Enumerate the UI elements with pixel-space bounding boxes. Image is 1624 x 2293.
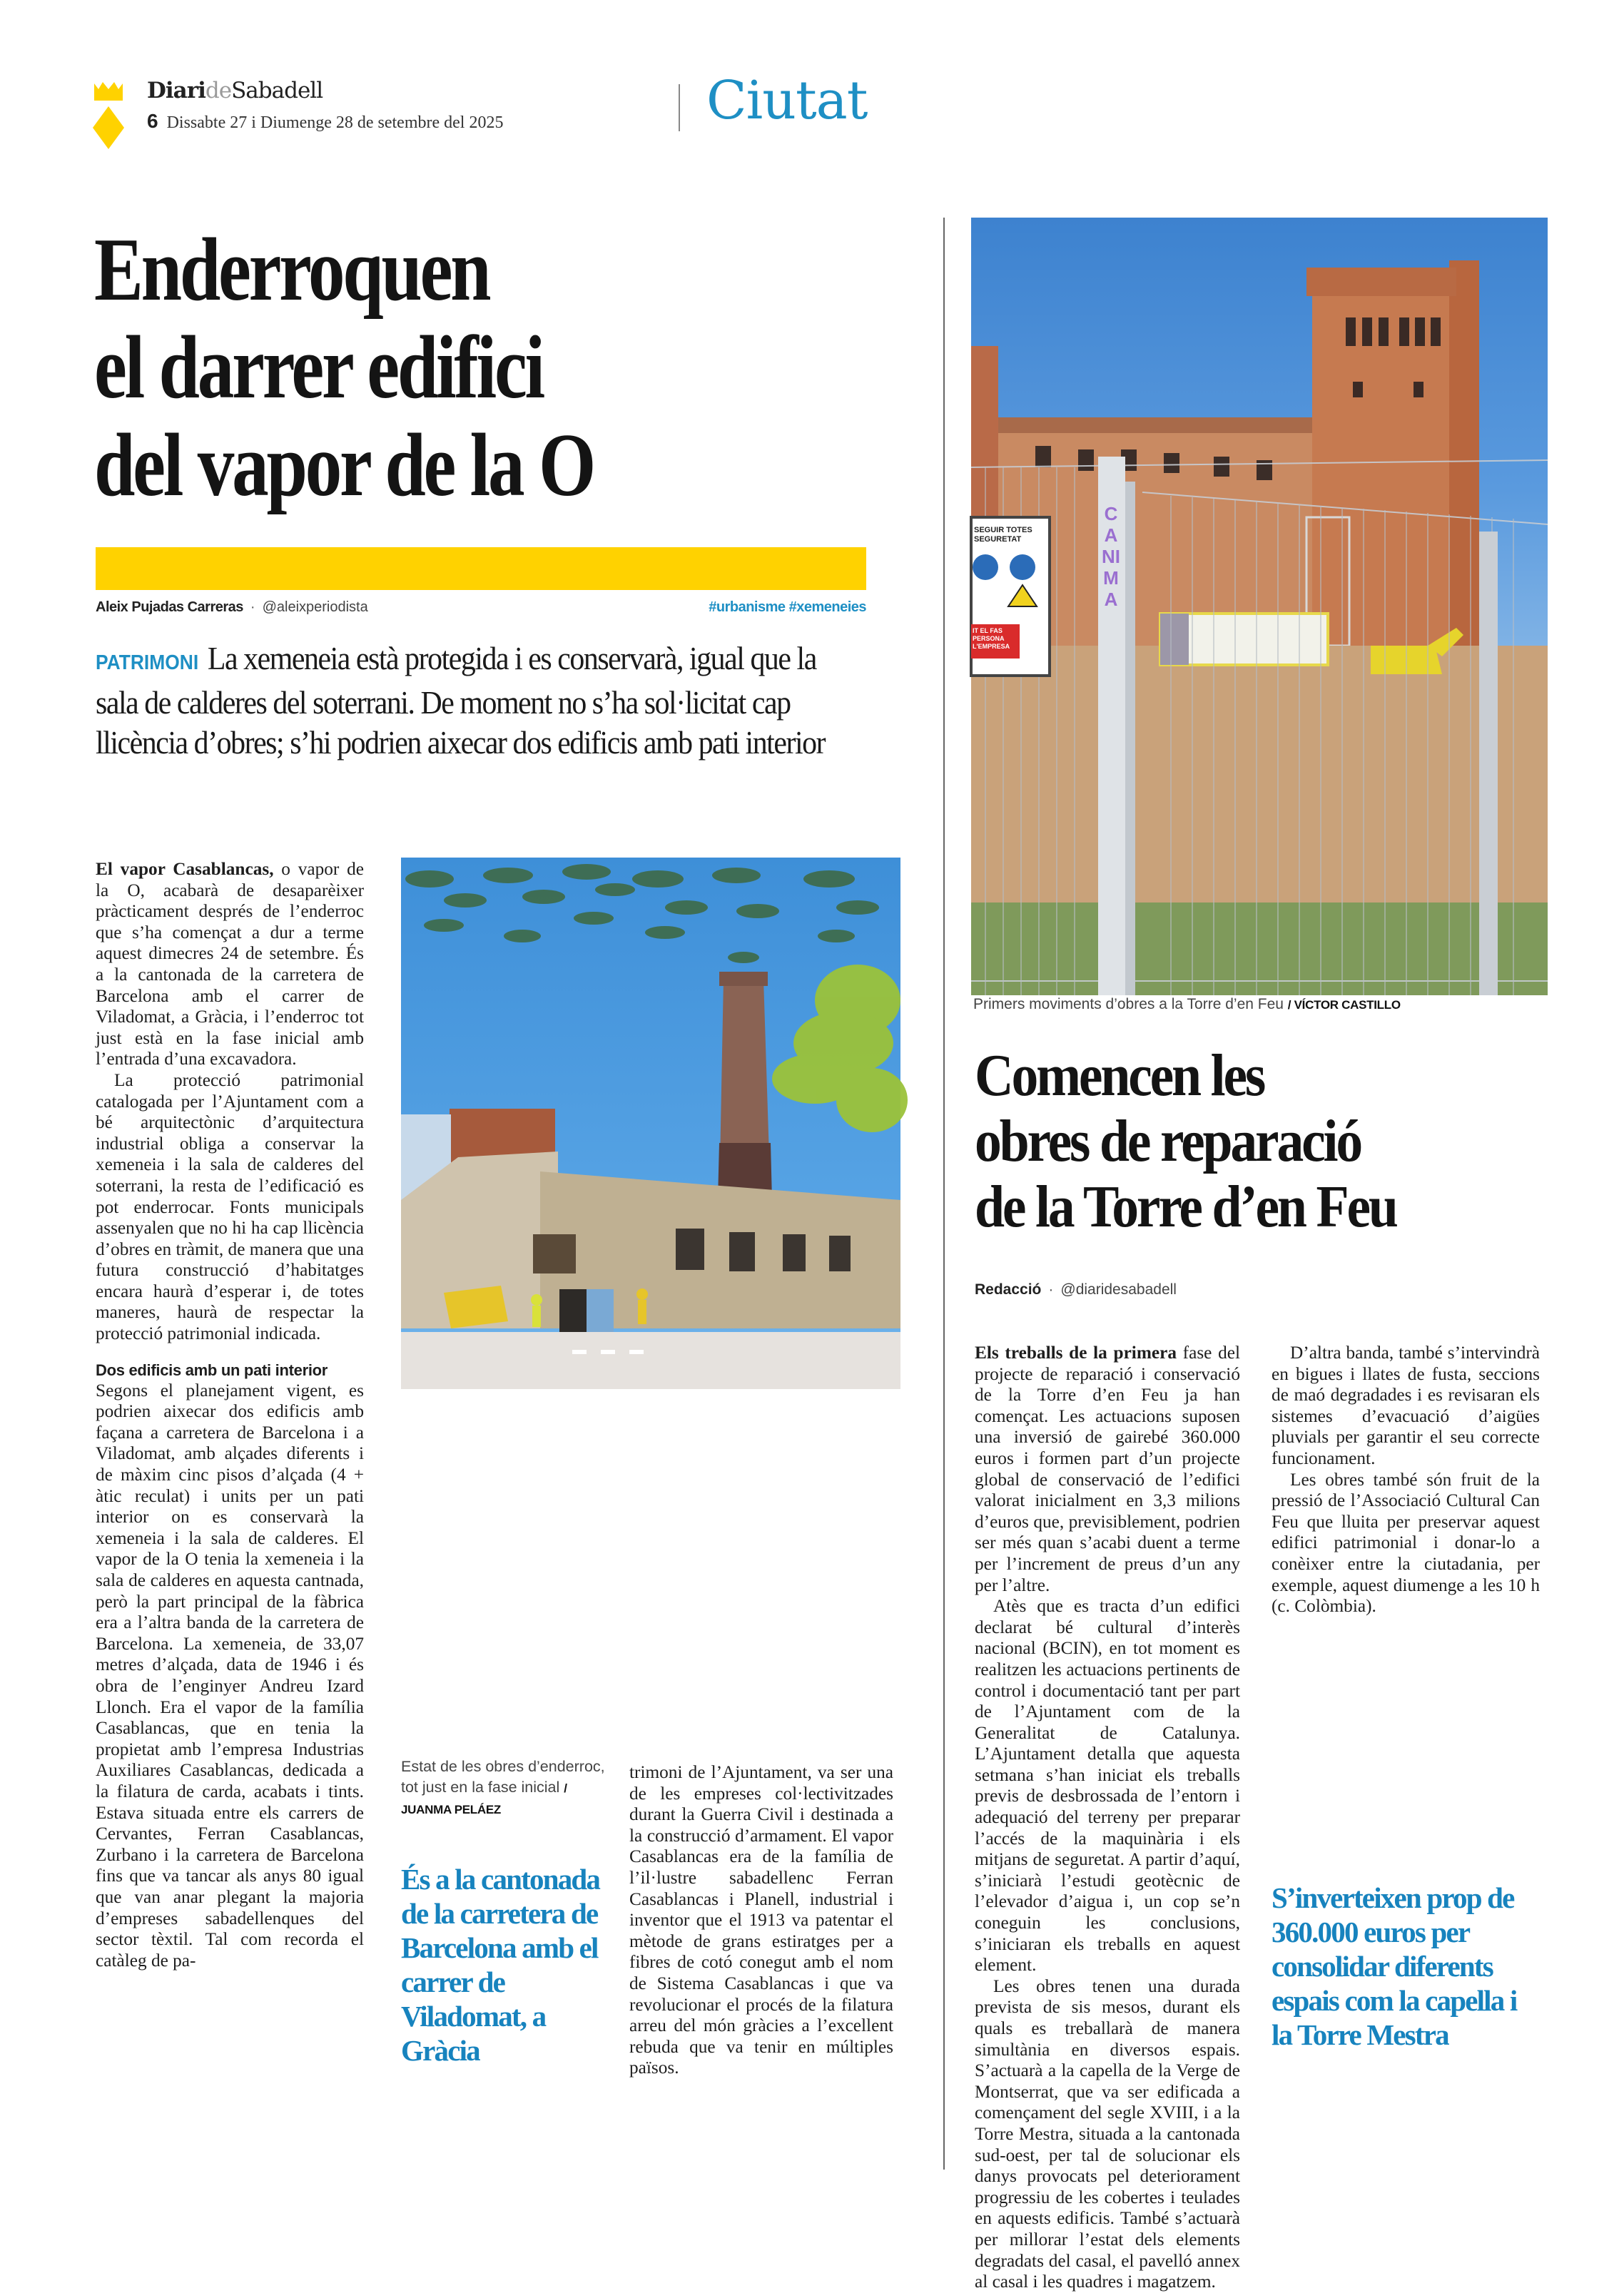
second-headline: [975, 1043, 1463, 1240]
headline-line: Enderroquen: [94, 220, 489, 320]
graffiti-text: CANIMA: [1102, 503, 1120, 610]
logo-regular: Sabadell: [231, 78, 323, 103]
author-handle[interactable]: @diaridesabadell: [1060, 1281, 1177, 1298]
kicker-label: PATRIMONI: [96, 651, 199, 674]
standfirst-text: La xemeneia està protegida i es conservarà, igual que la sala de calderes del soterrani. De moment no s’ha sol·licitat cap llicència d’obres; s’hi podrien aixecar dos edificis amb pati interior: [96, 640, 826, 761]
second-byline: [975, 1281, 1177, 1298]
crown-shape: [94, 82, 123, 101]
body-paragraph: D’altra banda, també s’intervindrà en bigues i llates de fusta, seccions de maó degradades i es revisaran els sistemes d’evacuació d’aigües pluvials per garantir el seu correcte funcionament.: [1272, 1343, 1540, 1468]
logo-bold: Diari: [147, 78, 205, 103]
body-paragraph: trimoni de l’Ajuntament, va ser una de les empreses col·lectivitzades durant la Guerra Civil i destinada a la construcció d’armament. El vapor Casablancas era de la família de l’il·lustre sabadellenc Ferran Casablancas i Planell, industrial i inventor que el 1913 va patentar el mètode de grans estiratges per a fibres de cotó conegut amb el nom de Sistema Casablancas i que va revolucionar el procés de la filatura arreu del món gràcies a l’excellent rebuda que va tenir en múltiples països.: [629, 1762, 893, 2078]
photo-credit: / VÍCTOR CASTILLO: [1287, 998, 1401, 1012]
body-lead-in: Els treballs de la primera: [975, 1343, 1177, 1363]
body-paragraph: [975, 1343, 1240, 1596]
photo-credit: / JUANMA PELÁEZ: [401, 1781, 567, 1816]
body-paragraph: [96, 859, 364, 1070]
second-body-column-2: [1272, 1343, 1540, 1617]
street: [401, 1332, 900, 1389]
excavator: [444, 1286, 508, 1328]
tree-foliage: [772, 965, 908, 1132]
diamond-shape: [93, 106, 124, 149]
column-divider: [943, 218, 945, 2170]
section-title[interactable]: Ciutat: [706, 70, 868, 131]
second-body-column-1: [975, 1343, 1240, 2293]
author-name[interactable]: Redacció: [975, 1281, 1042, 1298]
accent-bar: [96, 547, 866, 590]
issue-date: Dissabte 27 i Diumenge 28 de setembre del 2025: [166, 113, 504, 132]
section-divider: [679, 84, 680, 131]
torre-illustration: [971, 218, 1548, 995]
body-lead-in: El vapor Casablancas,: [96, 859, 274, 879]
body-paragraph: La protecció patrimonial catalogada per l’Ajuntament com a bé arquitectònic d’arquitectura industrial obliga a conservar la xemeneia i la sala de calderes del soterrani, la resta de l’edificació es pot enderrocar. Fonts municipals assenyalen que no hi ha cap llicència d’obres en tràmit, de manera que una futura construcció d’habitatges encara haurà d’esperar i, de totes maneres, haurà de respectar la protecció patrimonial indicada.: [96, 1069, 364, 1344]
body-paragraph: Atès que es tracta d’un edifici declarat bé cultural d’interès nacional (BCIN), en tot moment es realitzen les actuacions pertinents de control i documentació tant per part de l’Ajuntament com de la Generalitat de Catalunya. L’Ajuntament detalla que aquesta setmana s’han iniciat els treballs previs de desbrossada de l’entorn i adequació del terreny per preparar l’accés de la maquinària i els mitjans de seguretat. A partir d’aquí, s’iniciarà l’estudi geotècnic de l’elevador d’aigua i, un cop se’n coneguin les conclusions, s’iniciaran els treballs en aquest element.: [975, 1596, 1240, 1976]
body-text: o vapor de la O, acabarà de desaparèixer pràcticament després de l’enderroc que s’ha començat a dur a terme aquest dimecres 24 de setembre. És a la cantonada de la carretera de Barcelona amb el carrer de Viladomat, a Gràcia, i l’enderroc tot just està en la fase inicial amb l’entrada d’una excavadora.: [96, 859, 364, 1069]
photo-caption: [401, 1756, 608, 1820]
body-paragraph: Les obres tenen una durada prevista de sis mesos, durant els quals es treballarà de manera simultània en diversos espais. S’actuarà a la capella de la Verge de Montserrat, que va ser edificada a començament del segle XVIII, i a la Torre Mestra, situada a la cantonada sud-oest, per tal de solucionar els danys provocats pel deteriorament progressiu de les cobertes i teulades en aquests edificis. També s’actuarà per millorar l’estat dels elements degradats del casal, el pavelló annex al casal i les quadres i magatzem.: [975, 1976, 1240, 2292]
article-tags[interactable]: #urbanisme #xemeneies: [709, 599, 866, 615]
headline-line: del vapor de la O: [94, 416, 594, 515]
headline-line: de la Torre d’en Feu: [975, 1174, 1396, 1240]
caption-text: Primers moviments d’obres a la Torre d’en Feu: [973, 996, 1284, 1012]
lead-body-column-1: [96, 859, 364, 1971]
newspaper-logo[interactable]: [147, 80, 323, 102]
photo-caption: [973, 996, 1401, 1013]
page-info: [147, 111, 503, 131]
pull-quote: S’inverteixen prop de 360.000 euros per consolidar diferents espais com la capella i la Torre Mestra: [1272, 1881, 1517, 2051]
crest-icon: [91, 81, 126, 151]
logo-light: de: [205, 78, 232, 103]
byline-separator: ·: [1048, 1281, 1054, 1298]
body-text: fase del projecte de reparació i conservació de la Torre d’en Feu ja han començat. Les actuacions suposen una inversió de gairebé 360.000 euros i formen part d’un projecte global de conservació de l’edifici valorat inicialment en 3,3 milions d’euros que, previsiblement, podrien ser més quan s’acabi duent a terme per l’increment de preus d’un any per l’altre.: [975, 1343, 1240, 1595]
caption-text: Estat de les obres d’enderroc, tot just en la fase inicial: [401, 1758, 605, 1796]
acacia-leaves: [405, 864, 879, 963]
body-subhead: Dos edificis amb un pati interior: [96, 1361, 328, 1379]
lead-headline: [94, 221, 761, 514]
byline-separator: ·: [250, 599, 255, 615]
author-handle[interactable]: @aleixperiodista: [262, 599, 368, 615]
body-paragraph: Segons el planejament vigent, es podrien aixecar dos edificis amb façana a carretera de Barcelona i a Viladomat, amb alçades diferents i de màxim cinc pisos d’alçada (4 + àtic reculat) i units per un pati interior on es conservarà la xemeneia i la sala de calderes. El vapor de la O tenia la xemeneia i la sala de calderes en aquesta cantnada, però la part principal de la fàbrica era a l’altra banda de la carretera de Barcelona. La xemeneia, de 33,07 metres d’alçada, data de 1946 i és obra de l’enginyer Andreu Izard Llonch. Era el vapor de la família Casablancas, que en tenia la propietat amb l’empresa Industrias Auxiliares Casablancas, dedicada a la filatura de carda, acabats i tints. Estava situada entre els carrers de Cervantes, Ferran Casablancas, Zurbano i la carretera de Barcelona fins que va tancar als anys 80 igual que van anar plegant la majoria d’empreses sabadellenques del sector tèxtil. Tal com recorda el catàleg de pa-: [96, 1380, 364, 1971]
chimney-photo[interactable]: [401, 858, 900, 1742]
headline-line: obres de reparació: [975, 1108, 1361, 1174]
torre-den-feu-photo[interactable]: [971, 218, 1548, 995]
page-number: 6: [147, 110, 158, 132]
headline-line: el darrer edifici: [94, 318, 543, 417]
author-name[interactable]: Aleix Pujadas Carreras: [96, 599, 243, 615]
lead-body-column-3: [629, 1762, 893, 2079]
chimney-illustration: [401, 858, 900, 1742]
safety-sign-text: SEGUIR TOTES SEGURETAT: [974, 526, 1032, 544]
warning-sign-text: IT EL FAS PERSONA L'EMPRESA: [973, 627, 1010, 650]
pull-quote: És a la cantonada de la carretera de Barcelona amb el carrer de Viladomat, a Gràcia: [401, 1863, 600, 2067]
headline-line: Comencen les: [975, 1042, 1264, 1109]
standfirst: [96, 639, 862, 763]
lead-byline: [96, 599, 368, 616]
body-paragraph: Les obres també són fruit de la pressió de l’Associació Cultural Can Feu que lluita per preservar aquest edifici patrimonial i donar-lo a conèixer entre la ciutadania, per exemple, aquest diumenge a les 10 h (c. Colòmbia).: [1272, 1469, 1540, 1617]
